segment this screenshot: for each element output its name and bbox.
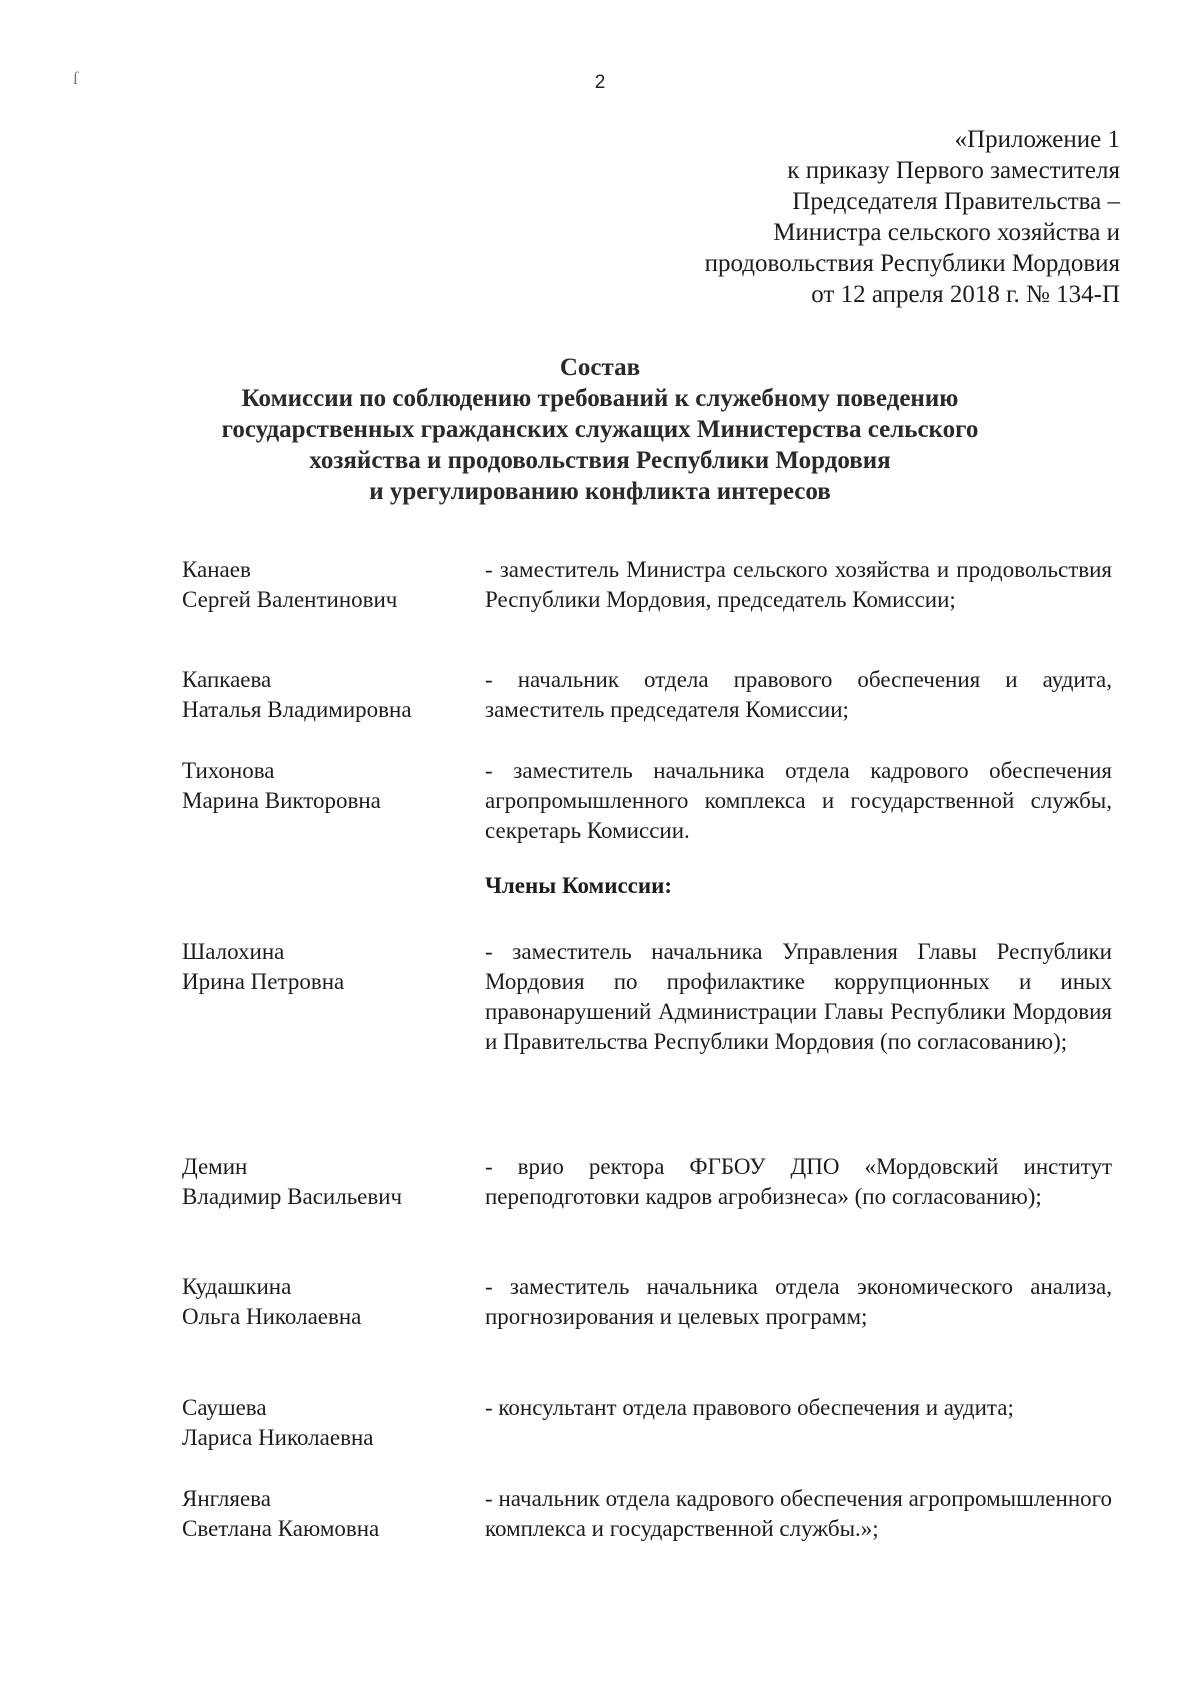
appendix-line: «Приложение 1 xyxy=(954,126,1120,153)
title-line: государственных гражданских служащих Министерства сельского xyxy=(221,416,979,443)
member-role: - консультант отдела правового обеспечения и аудита; xyxy=(485,1395,1014,1420)
member-role: - заместитель начальника отдела экономического анализа, прогнозирования и целевых программ; xyxy=(485,1274,1112,1329)
page-number: 2 xyxy=(594,72,606,93)
member-name xyxy=(182,756,462,816)
member-name xyxy=(182,1272,462,1332)
member-surname: Капкаева xyxy=(182,667,272,692)
appendix-header xyxy=(480,124,1120,310)
member-role: - врио ректора ФГБОУ ДПО «Мордовский институт переподготовки кадров агробизнеса» (по согласованию); xyxy=(485,1154,1112,1209)
member-role: - заместитель начальника Управления Главы Республики Мордовия по профилактике коррупционных и иных правонарушений Администрации Главы Республики Мордовия и Правительства Республики Мордовия (по согласованию); xyxy=(485,939,1112,1054)
member-surname: Саушева xyxy=(182,1395,267,1420)
member-name xyxy=(182,1393,462,1453)
member-role: - заместитель Министра сельского хозяйства и продовольствия Республики Мордовия, председатель Комиссии; xyxy=(485,557,1112,612)
member-name xyxy=(182,937,462,997)
member-role: - заместитель начальника отдела кадрового обеспечения агропромышленного комплекса и государственной службы, секретарь Комиссии. xyxy=(485,758,1112,843)
member-given-name: Лариса Николаевна xyxy=(182,1425,374,1450)
title-line: Состав xyxy=(559,354,641,381)
member-given-name: Сергей Валентинович xyxy=(182,587,398,612)
member-given-name: Владимир Васильевич xyxy=(182,1184,403,1209)
title-line: Комиссии по соблюдению требований к служебному поведению xyxy=(241,385,959,412)
appendix-line: Председателя Правительства – xyxy=(792,188,1120,215)
scan-artifact: ſ xyxy=(73,68,79,88)
member-name xyxy=(182,1484,462,1544)
member-surname: Канаев xyxy=(182,557,251,582)
members-heading: Члены Комиссии: xyxy=(485,873,673,898)
appendix-line: к приказу Первого заместителя xyxy=(787,157,1120,184)
member-role: - начальник отдела правового обеспечения и аудита, заместитель председателя Комиссии; xyxy=(485,667,1112,722)
member-given-name: Наталья Владимировна xyxy=(182,697,412,722)
appendix-line: Министра сельского хозяйства и xyxy=(773,219,1120,246)
member-surname: Шалохина xyxy=(182,939,285,964)
member-role: - начальник отдела кадрового обеспечения агропромышленного комплекса и государственной службы.»; xyxy=(485,1486,1112,1541)
title-line: и урегулированию конфликта интересов xyxy=(369,478,831,505)
member-name xyxy=(182,1152,462,1212)
member-given-name: Ольга Николаевна xyxy=(182,1304,362,1329)
member-surname: Янгляева xyxy=(182,1486,271,1511)
member-name xyxy=(182,665,462,725)
appendix-line: продовольствия Республики Мордовия xyxy=(704,250,1120,277)
title-line: хозяйства и продовольствия Республики Мордовия xyxy=(309,447,891,474)
member-surname: Тихонова xyxy=(182,758,275,783)
member-given-name: Ирина Петровна xyxy=(182,969,345,994)
member-name xyxy=(182,555,462,615)
member-given-name: Светлана Каюмовна xyxy=(182,1516,380,1541)
appendix-line: от 12 апреля 2018 г. № 134-П xyxy=(811,281,1120,308)
member-surname: Кудашкина xyxy=(182,1274,292,1299)
member-surname: Демин xyxy=(182,1154,248,1179)
document-title xyxy=(150,352,1050,507)
member-given-name: Марина Викторовна xyxy=(182,788,381,813)
